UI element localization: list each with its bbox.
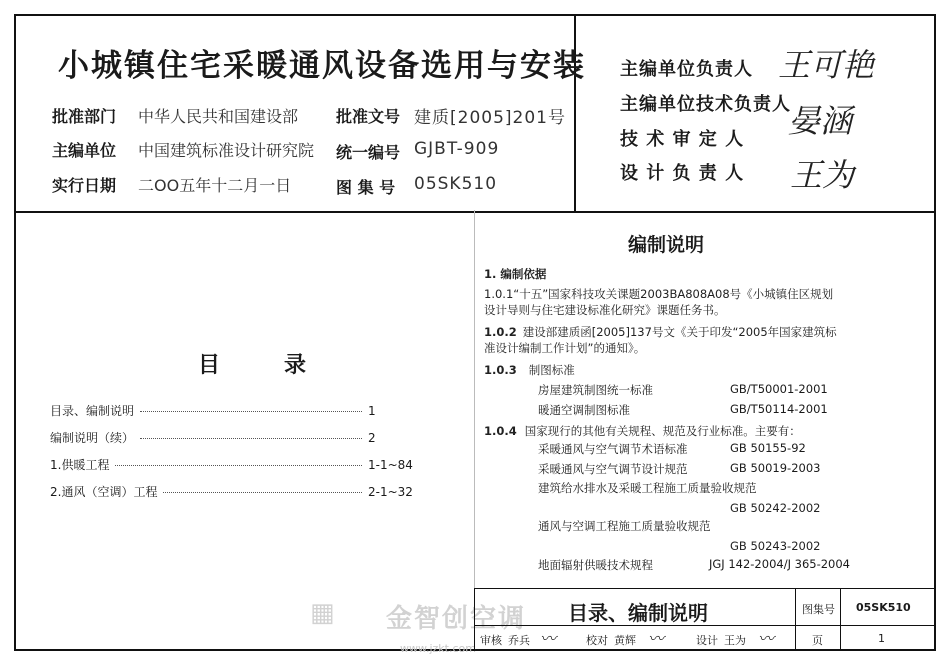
responsible-role-2: 主编单位技术负责人 [620, 94, 791, 115]
unified-code-label: 统一编号 [336, 143, 401, 162]
standard-row: 暖通空调制图标准 GB/T50114-2001 [538, 402, 828, 417]
check-signature-icon: 〰 [648, 629, 665, 648]
toc-item-title: 1.供暖工程 [50, 458, 110, 472]
note-number: 1.0.4 [484, 424, 517, 438]
toc-item-page: 1-1~84 [368, 458, 413, 472]
toc-leader-dots [163, 492, 362, 493]
standard-row: 采暖通风与空气调节术语标准 GB 50155-92 [538, 441, 806, 456]
design-name: 王为 [724, 634, 746, 647]
check-label: 校对 [586, 634, 608, 647]
note-1-0-1: 1.0.1“十五”国家科技攻关课题2003BA808A08号《小城镇住区规划 设计导则与住宅建设标准化研究》课题任务书。 [484, 287, 834, 317]
page-value: 1 [878, 632, 885, 645]
note-1-0-4: 1.0.4 国家现行的其他有关规程、规范及行业标准。主要有： [484, 424, 801, 438]
chief-unit-label: 主编单位 [52, 141, 117, 160]
note-number: 1.0.2 [484, 325, 517, 339]
approval-doc-label: 批准文号 [336, 107, 401, 126]
review-signature-icon: 〰 [540, 629, 557, 648]
responsible-role-4: 设 计 负 责 人 [620, 163, 745, 184]
atlas-number-label: 图 集 号 [336, 178, 396, 197]
standard-code: GB 50242-2002 [730, 501, 821, 515]
note-1-0-3: 1.0.3 制图标准 [484, 363, 575, 377]
responsible-role-1: 主编单位负责人 [620, 59, 753, 80]
standard-row: 房屋建筑制图统一标准 GB/T50001-2001 [538, 382, 828, 397]
notes-section-1: 1. 编制依据 [484, 267, 547, 281]
watermark-brand: 金智创空调 [386, 604, 527, 634]
toc-item-page: 2 [368, 431, 376, 445]
toc-leader-dots [115, 465, 362, 466]
design-label: 设计 [696, 634, 718, 647]
title-block-divider [795, 588, 796, 651]
standard-row: 采暖通风与空气调节设计规范 GB 50019-2003 [538, 461, 821, 476]
standard-row: 地面辐射供暖技术规程 JGJ 142-2004/J 365-2004 [538, 557, 850, 572]
signature-2: 晏涵 [788, 102, 853, 140]
design-signature-icon: 〰 [758, 629, 775, 648]
note-number: 1.0.1 [484, 287, 514, 301]
document-title: 小城镇住宅采暖通风设备选用与安装 [58, 48, 586, 84]
approval-doc-value: 建质[2005]201号 [414, 108, 566, 128]
chief-unit-value: 中国建筑标准设计研究院 [138, 141, 315, 160]
atlas-number-value: 05SK510 [414, 174, 498, 194]
standard-name: 建筑给水排水及采暖工程施工质量验收规范 [538, 481, 757, 495]
toc-item-title: 目录、编制说明 [50, 404, 135, 418]
watermark-url: www.jzkt.com [400, 642, 476, 655]
effective-date-value: 二OO五年十二月一日 [138, 176, 292, 195]
atlas-number-value: 05SK510 [856, 601, 911, 614]
responsible-role-3: 技 术 审 定 人 [620, 129, 745, 150]
signature-4: 王为 [790, 156, 855, 194]
toc-item-page: 2-1~32 [368, 485, 413, 499]
notes-heading: 编制说明 [628, 234, 705, 256]
watermark-logo-icon: ▦ [310, 598, 337, 628]
page-label: 页 [812, 634, 823, 647]
check-name: 黄辉 [614, 634, 636, 647]
approval-dept-label: 批准部门 [52, 107, 117, 126]
standard-name: 通风与空调工程施工质量验收规范 [538, 519, 711, 533]
signature-1: 王可艳 [778, 46, 875, 84]
approval-dept-value: 中华人民共和国建设部 [138, 107, 299, 126]
toc-item[interactable] [50, 429, 420, 446]
effective-date-label: 实行日期 [52, 176, 117, 195]
review-name: 乔兵 [508, 634, 530, 647]
atlas-number-label: 图集号 [802, 603, 835, 616]
header-divider [14, 211, 936, 213]
note-1-0-2: 1.0.2 建设部建质函[2005]137号文《关于印发“2005年国家建筑标 准设计编制工作计划”的通知》。 [484, 325, 837, 355]
note-number: 1.0.3 [484, 363, 517, 377]
toc-item-title: 编制说明（续） [50, 431, 135, 445]
toc-leader-dots [140, 438, 362, 439]
title-block-divider [840, 588, 841, 651]
toc-heading-left: 目 [198, 353, 221, 378]
toc-heading-right: 录 [284, 353, 307, 378]
unified-code-value: GJBT-909 [414, 139, 500, 159]
toc-leader-dots [140, 411, 362, 412]
review-label: 审核 [480, 634, 502, 647]
drawing-title: 目录、编制说明 [568, 601, 708, 625]
body-column-divider [474, 210, 475, 588]
toc-item-title: 2.通风（空调）工程 [50, 485, 158, 499]
toc-item-page: 1 [368, 404, 376, 418]
standard-code: GB 50243-2002 [730, 539, 821, 553]
toc-item[interactable] [50, 402, 420, 419]
toc-item[interactable] [50, 456, 420, 473]
toc-item[interactable] [50, 483, 420, 500]
